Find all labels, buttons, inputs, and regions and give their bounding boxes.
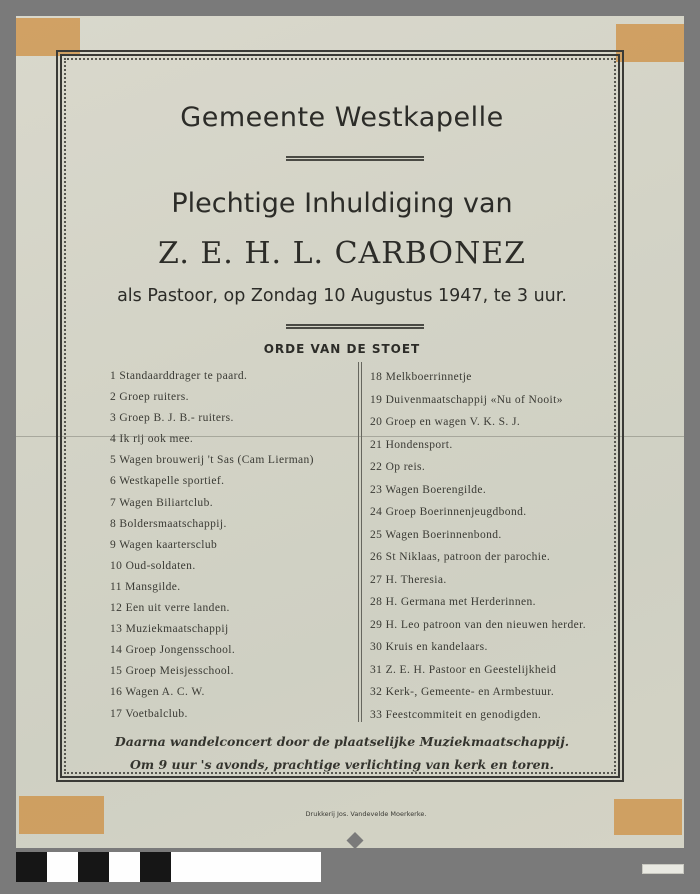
list-item: 16 Wagen A. C. W. — [110, 686, 205, 699]
list-item: 31 Z. E. H. Pastoor en Geestelijkheid — [370, 663, 557, 676]
list-item: 13 Muziekmaatschappij — [110, 623, 229, 636]
double-rule-divider — [286, 324, 424, 329]
printer-credit: Drukkerij Jos. Vandevelde Moerkerke. — [305, 810, 427, 818]
event-subtitle: Plechtige Inhuldiging van — [171, 188, 513, 219]
color-calibration-scale — [16, 852, 321, 882]
list-item: 22 Op reis. — [370, 461, 426, 473]
tape-top-right — [616, 24, 684, 62]
list-item: 27 H. Theresia. — [370, 573, 447, 586]
list-item: 3 Groep B. J. B.- ruiters. — [110, 412, 234, 425]
list-item: 5 Wagen brouwerij 't Sas (Cam Lierman) — [110, 454, 314, 467]
list-item: 29 H. Leo patroon van den nieuwen herder. — [370, 618, 586, 631]
scale-block-white — [109, 852, 140, 882]
double-rule-divider — [286, 156, 424, 161]
tape-bottom-left — [19, 796, 104, 834]
list-item: 26 St Niklaas, patroon der parochie. — [370, 551, 551, 563]
list-item: 23 Wagen Boerengilde. — [370, 483, 487, 496]
closing-concert-note: Daarna wandelconcert door de plaatselijke Muziekmaatschappij. — [114, 734, 570, 749]
list-item: 12 Een uit verre landen. — [110, 602, 230, 615]
list-item: 24 Groep Boerinnenjeugdbond. — [370, 506, 527, 518]
list-item: 4 Ik rij ook mee. — [110, 433, 194, 446]
list-item: 7 Wagen Biliartclub. — [110, 496, 213, 509]
list-item: 28 H. Germana met Herderinnen. — [370, 596, 536, 608]
list-item: 30 Kruis en kandelaars. — [370, 641, 488, 653]
scale-block-white-wide — [171, 852, 321, 882]
list-item: 33 Feestcommiteit en genodigden. — [370, 708, 542, 721]
closing-lighting-note: Om 9 uur 's avonds, prachtige verlichting van kerk en toren. — [129, 757, 554, 772]
list-item: 21 Hondensport. — [370, 438, 453, 451]
procession-list-left — [110, 366, 355, 725]
list-item: 32 Kerk-, Gemeente- en Armbestuur. — [370, 686, 555, 698]
list-item: 15 Groep Meisjesschool. — [110, 665, 234, 678]
procession-list-right — [370, 366, 630, 726]
scale-block-black — [78, 852, 109, 882]
list-item: 19 Duivenmaatschappij «Nu of Nooit» — [370, 393, 563, 406]
list-item: 18 Melkboerrinnetje — [370, 371, 472, 383]
event-dateline: als Pastoor, op Zondag 10 Augustus 1947, te 3 uur. — [117, 286, 567, 306]
list-item: 17 Voetbalclub. — [110, 707, 188, 720]
archive-barcode-label — [642, 864, 684, 874]
list-item: 6 Westkapelle sportief. — [110, 475, 225, 488]
procession-heading: ORDE VAN DE STOET — [263, 342, 421, 356]
list-item: 20 Groep en wagen V. K. S. J. — [370, 416, 521, 428]
list-item: 25 Wagen Boerinnenbond. — [370, 528, 502, 541]
municipality-title: Gemeente Westkapelle — [180, 102, 504, 133]
list-item: 8 Boldersmaatschappij. — [110, 517, 227, 530]
list-item: 10 Oud-soldaten. — [110, 559, 196, 572]
column-divider — [358, 362, 362, 722]
honoree-name: Z. E. H. L. CARBONEZ — [158, 236, 526, 271]
tape-bottom-right — [614, 799, 682, 835]
list-item: 9 Wagen kaartersclub — [110, 538, 218, 551]
list-item: 14 Groep Jongensschool. — [110, 644, 236, 657]
scale-block-white — [47, 852, 78, 882]
scale-block-black — [140, 852, 171, 882]
list-item: 2 Groep ruiters. — [110, 391, 189, 404]
scale-block-black — [16, 852, 47, 882]
list-item: 1 Standaarddrager te paard. — [110, 370, 248, 382]
list-item: 11 Mansgilde. — [110, 580, 181, 593]
